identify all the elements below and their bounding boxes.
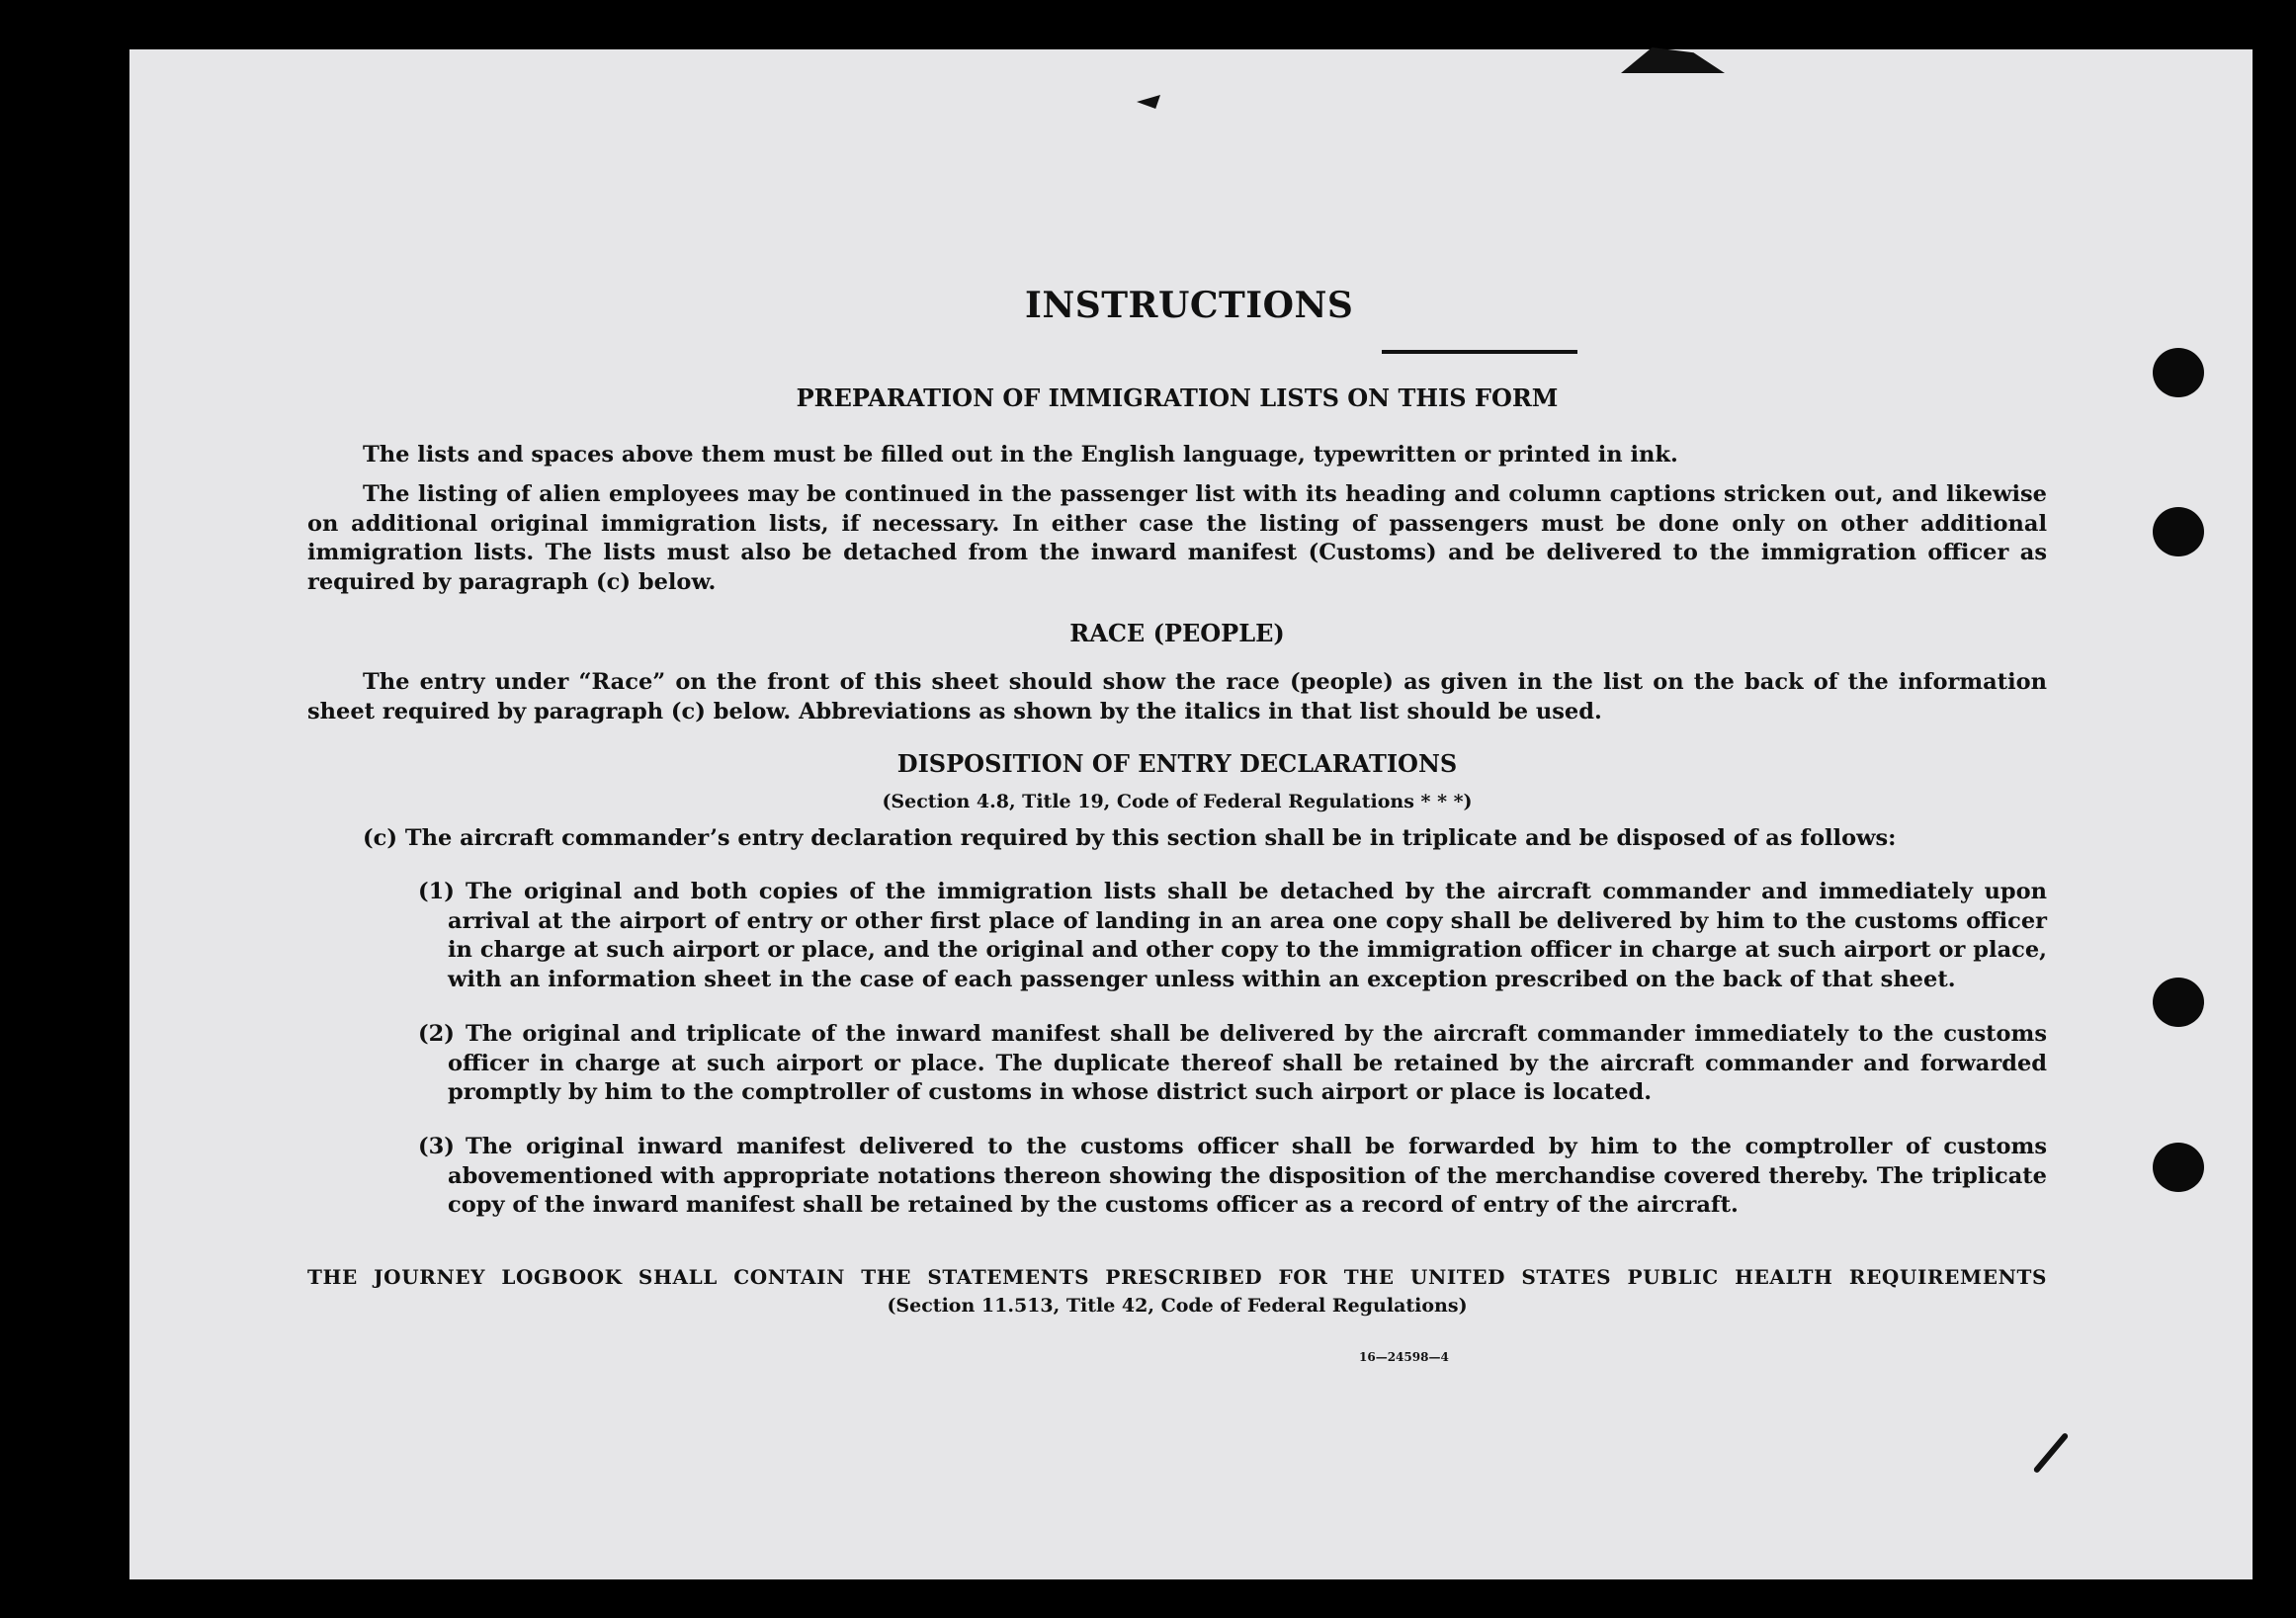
heading-preparation: PREPARATION OF IMMIGRATION LISTS ON THIS FORM <box>796 383 1559 412</box>
intro-label: (c) <box>363 825 397 851</box>
bleed-through-text <box>129 49 2253 1579</box>
punch-hole <box>2153 978 2204 1027</box>
footer-health-requirements: THE JOURNEY LOGBOOK SHALL CONTAIN THE STATEMENTS PRESCRIBED FOR THE UNITED STATES PUBLIC HEALTH REQUIREMENTS <box>307 1265 2047 1289</box>
punch-hole <box>2153 348 2204 397</box>
list-item-text: The original and triplicate of the inward manifest shall be delivered by the aircraft commander immediately to the customs officer in charge at such airport or place. The duplicate thereof shall be retained by the aircraft commander and forwarded promptly by him to the comptroller of customs in whose district such airport or place is located. <box>448 1021 2047 1105</box>
intro-text: The aircraft commander’s entry declaration required by this section shall be in triplicate and be disposed of as follows: <box>404 825 1897 851</box>
title-underline <box>1382 350 1577 354</box>
paragraph-race-1 <box>307 668 2047 726</box>
paragraph-prep-1-text: The lists and spaces above them must be filled out in the English language, typewritten or printed in ink. <box>363 442 1678 468</box>
page-title: INSTRUCTIONS <box>1025 285 1354 326</box>
heading-race: RACE (PEOPLE) <box>1069 619 1285 647</box>
subheading-disposition: (Section 4.8, Title 19, Code of Federal Regulations * * *) <box>882 791 1473 812</box>
list-item <box>418 1020 2047 1108</box>
list-item <box>418 878 2047 994</box>
paragraph-disposition-intro <box>307 824 2047 854</box>
heading-disposition: DISPOSITION OF ENTRY DECLARATIONS <box>896 749 1458 778</box>
paragraph-prep-2-text: The listing of alien employees may be continued in the passenger list with its heading and column captions stricken out, and likewise on additional original immigration lists, if necessary. In either case the listing of passengers must be done only on other additional immigration lists. The lists must also be detached from the inward manifest (Customs) and be delivered to the immigration officer as required by paragraph (c) below. <box>307 481 2047 595</box>
list-item-text: The original and both copies of the immigration lists shall be detached by the aircraft commander and immediately upon arrival at the airport of entry or other first place of landing in an area one copy shall be delivered by him to the customs officer in charge at such airport or place, and the original and other copy to the immigration officer in charge at such airport or place, with an information sheet in the case of each passenger unless within an exception prescribed on the back of that sheet. <box>448 879 2047 992</box>
list-item-text: The original inward manifest delivered to the customs officer shall be forwarded by him to the comptroller of customs abovementioned with appropriate notations thereon showing the disposition of the merchandise covered thereby. The triplicate copy of the inward manifest shall be retained by the customs officer as a record of entry of the aircraft. <box>448 1134 2047 1218</box>
list-item <box>418 1133 2047 1221</box>
punch-hole <box>2153 507 2204 556</box>
paragraph-race-1-text: The entry under “Race” on the front of this sheet should show the race (people) as given in the list on the back of the information sheet required by paragraph (c) below. Abbreviations as shown by the italics in that list should be used. <box>307 669 2047 724</box>
list-item-number: (1) <box>418 879 455 904</box>
paragraph-prep-2 <box>307 480 2047 597</box>
list-item-number: (3) <box>418 1134 455 1159</box>
paragraph-prep-1 <box>307 441 2047 470</box>
document-page <box>129 49 2253 1579</box>
footer-citation: (Section 11.513, Title 42, Code of Federal Regulations) <box>887 1295 1468 1317</box>
form-number: 16—24598—4 <box>1359 1350 1449 1364</box>
list-item-number: (2) <box>418 1021 455 1047</box>
punch-hole <box>2153 1143 2204 1192</box>
